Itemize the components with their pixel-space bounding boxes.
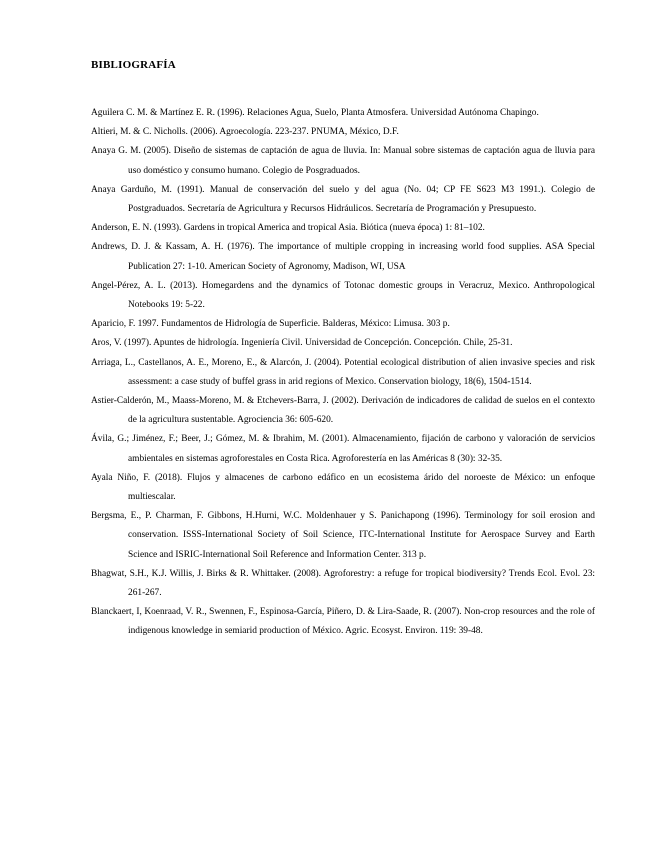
reference-item: Astier-Calderón, M., Maass-Moreno, M. & Etchevers-Barra, J. (2002). Derivación de indicadores de calidad de suelos en el contexto de la agricultura sustentable. Agrociencia 36: 605-620. [91,396,595,426]
reference-item: Arriaga, L., Castellanos, A. E., Moreno, E., & Alarcón, J. (2004). Potential ecological distribution of alien invasive species and risk assessment: a case study of buffel grass in arid regions of Mexico. Conservation biology, 18(6), 1504-1514. [91,357,595,387]
reference-item: Andrews, D. J. & Kassam, A. H. (1976). The importance of multiple cropping in increasing world food supplies. ASA Special Publication 27: 1-10. American Society of Agronomy, Madison, WI, USA [91,242,595,272]
reference-item: Bergsma, E., P. Charman, F. Gibbons, H.Hurni, W.C. Moldenhauer y S. Panichapong (1996). Terminology for soil erosion and conservation. ISSS-International Society of Soil Science, ITC-International Institute for Aerospace Survey and Earth Science and ISRIC-International Soil Reference and Information Center. 313 p. [91,511,595,560]
reference-item: Angel-Pérez, A. L. (2013). Homegardens and the dynamics of Totonac domestic groups in Veracruz, Mexico. Anthropological Notebooks 19: 5-22. [91,280,595,311]
reference-item: Aguilera C. M. & Martínez E. R. (1996). Relaciones Agua, Suelo, Planta Atmosfera. Universidad Autónoma Chapingo. [91,108,539,118]
reference-item: Ayala Niño, F. (2018). Flujos y almacenes de carbono edáfico en un ecosistema árido del noroeste de México: un enfoque multiescalar. [91,472,595,503]
reference-item: Ávila, G.; Jiménez, F.; Beer, J.; Gómez, M. & Ibrahim, M. (2001). Almacenamiento, fijación de carbono y valoración de servicios ambientales en sistemas agroforestales en Costa Rica. Agroforestería en las Américas 8 (30): 32-35. [91,434,595,464]
reference-item: Aparicio, F. 1997. Fundamentos de Hidrología de Superficie. Balderas, México: Limusa. 303 p. [91,319,450,330]
reference-item: Altieri, M. & C. Nicholls. (2006). Agroecología. 223-237. PNUMA, México, D.F. [91,127,399,138]
reference-list [91,104,595,642]
reference-item: Anaya G. M. (2005). Diseño de sistemas de captación de agua de lluvia. In: Manual sobre sistemas de captación agua de lluvia para uso doméstico y consumo humano. Colegio de Posgraduados. [91,146,595,176]
reference-item: Anaya Garduño, M. (1991). Manual de conservación del suelo y del agua (No. 04; CP FE S623 M3 1991.). Colegio de Postgraduados. Secretaría de Agricultura y Recursos Hidráulicos. Secretaría de Programación y Presupuesto. [91,184,595,215]
reference-item: Anderson, E. N. (1993). Gardens in tropical America and tropical Asia. Biótica (nueva época) 1: 81–102. [91,223,485,234]
reference-item: Aros, V. (1997). Apuntes de hidrología. Ingeniería Civil. Universidad de Concepción. Concepción. Chile, 25-31. [91,338,513,349]
reference-item: Blanckaert, I, Koenraad, V. R., Swennen, F., Espinosa-García, Piñero, D. & Lira-Saade, R. (2007). Non-crop resources and the role of indigenous knowledge in semiarid production of México. Agric. Ecosyst. Environ. 119: 39-48. [91,607,595,637]
reference-item: Bhagwat, S.H., K.J. Willis, J. Birks & R. Whittaker. (2008). Agroforestry: a refuge for tropical biodiversity? Trends Ecol. Evol. 23: 261-267. [91,568,595,599]
page-title: BIBLIOGRAFÍA [91,59,176,71]
